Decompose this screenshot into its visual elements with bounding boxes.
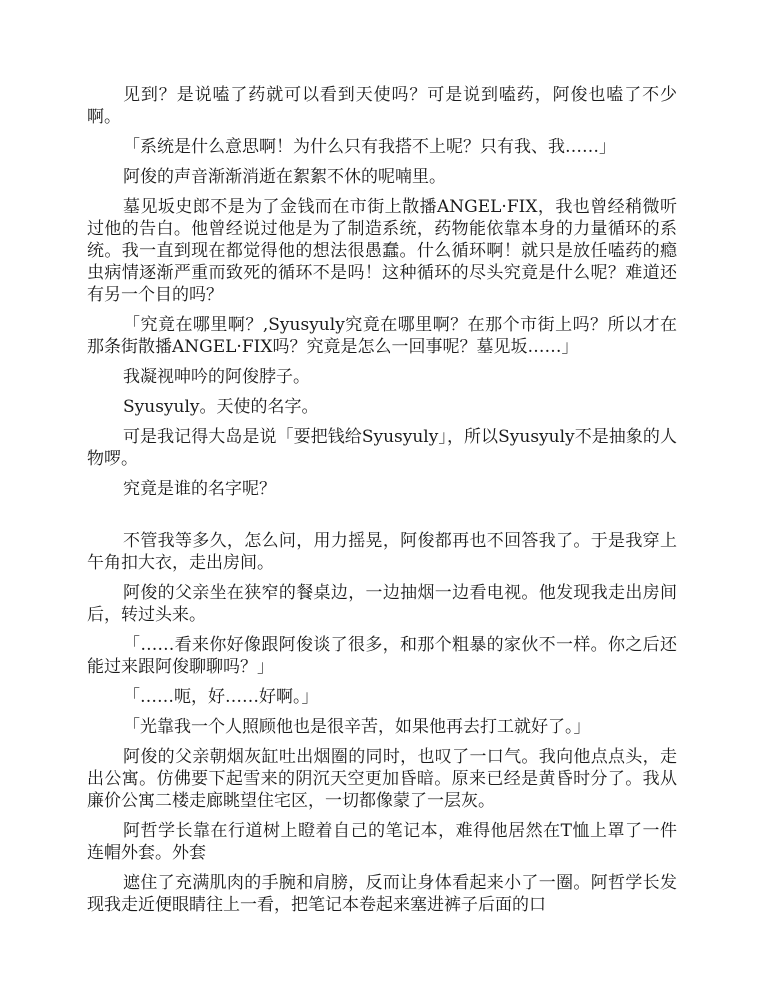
paragraph: 「系统是什么意思啊！为什么只有我搭不上呢？只有我、我……」 — [123, 137, 616, 157]
paragraph: 可是我记得大岛是说「要把钱给Syusyuly」，所以Syusyuly不是抽象的人物啰。 — [87, 427, 677, 469]
paragraph: 不管我等多久，怎么问，用力摇晃，阿俊都再也不回答我了。于是我穿上午角扣大衣，走出房间。 — [87, 531, 677, 573]
paragraph: 「光靠我一个人照顾他也是很辛苦，如果他再去打工就好了。」 — [123, 717, 591, 737]
paragraph: Syusyuly。天使的名字。 — [123, 397, 319, 417]
paragraph: 墓见坂史郎不是为了金钱而在市街上散播ANGEL·FIX，我也曾经稍微听过他的告白。他曾经说过他是为了制造系统，药物能依靠本身的力量循环的系统。我一直到现在都觉得他的想法很愚蠢。什么循环啊！就只是放任嗑药的瘾虫病情逐渐严重而致死的循环不是吗！这种循环的尽头究竟是什么呢？难道还有另一个目的吗？ — [87, 197, 677, 305]
paragraph: 见到？是说嗑了药就可以看到天使吗？可是说到嗑药，阿俊也嗑了不少啊。 — [87, 85, 677, 127]
paragraph: 究竟是谁的名字呢？ — [123, 479, 276, 499]
paragraph: 阿俊的父亲朝烟灰缸吐出烟圈的同时，也叹了一口气。我向他点点头，走出公寓。仿佛要下起雪来的阴沉天空更加昏暗。原来已经是黄昏时分了。我从廉价公寓二楼走廊眺望住宅区，一切都像蒙了一层灰。 — [87, 747, 677, 811]
paragraph: 「……看来你好像跟阿俊谈了很多，和那个粗暴的家伙不一样。你之后还能过来跟阿俊聊聊吗？」 — [87, 635, 677, 677]
paragraph: 「……呃，好……好啊。」 — [123, 687, 319, 707]
paragraph: 阿俊的父亲坐在狭窄的餐桌边，一边抽烟一边看电视。他发现我走出房间后，转过头来。 — [87, 583, 677, 625]
paragraph: 阿哲学长靠在行道树上瞪着自己的笔记本，难得他居然在T恤上罩了一件连帽外套。外套 — [87, 821, 677, 863]
body-text — [87, 84, 677, 924]
paragraph: 遮住了充满肌肉的手腕和肩膀，反而让身体看起来小了一圈。阿哲学长发现我走近便眼睛往上一看，把笔记本卷起来塞进裤子后面的口 — [87, 873, 677, 915]
paragraph: 「究竟在哪里啊？,Syusyuly究竟在哪里啊？在那个市街上吗？所以才在那条街散播ANGEL·FIX吗？究竟是怎么一回事呢？墓见坂……」 — [87, 315, 677, 357]
paragraph: 阿俊的声音渐渐消逝在絮絮不休的呢喃里。 — [123, 167, 446, 187]
section-break — [87, 508, 677, 530]
paragraph: 我凝视呻吟的阿俊脖子。 — [123, 367, 310, 387]
